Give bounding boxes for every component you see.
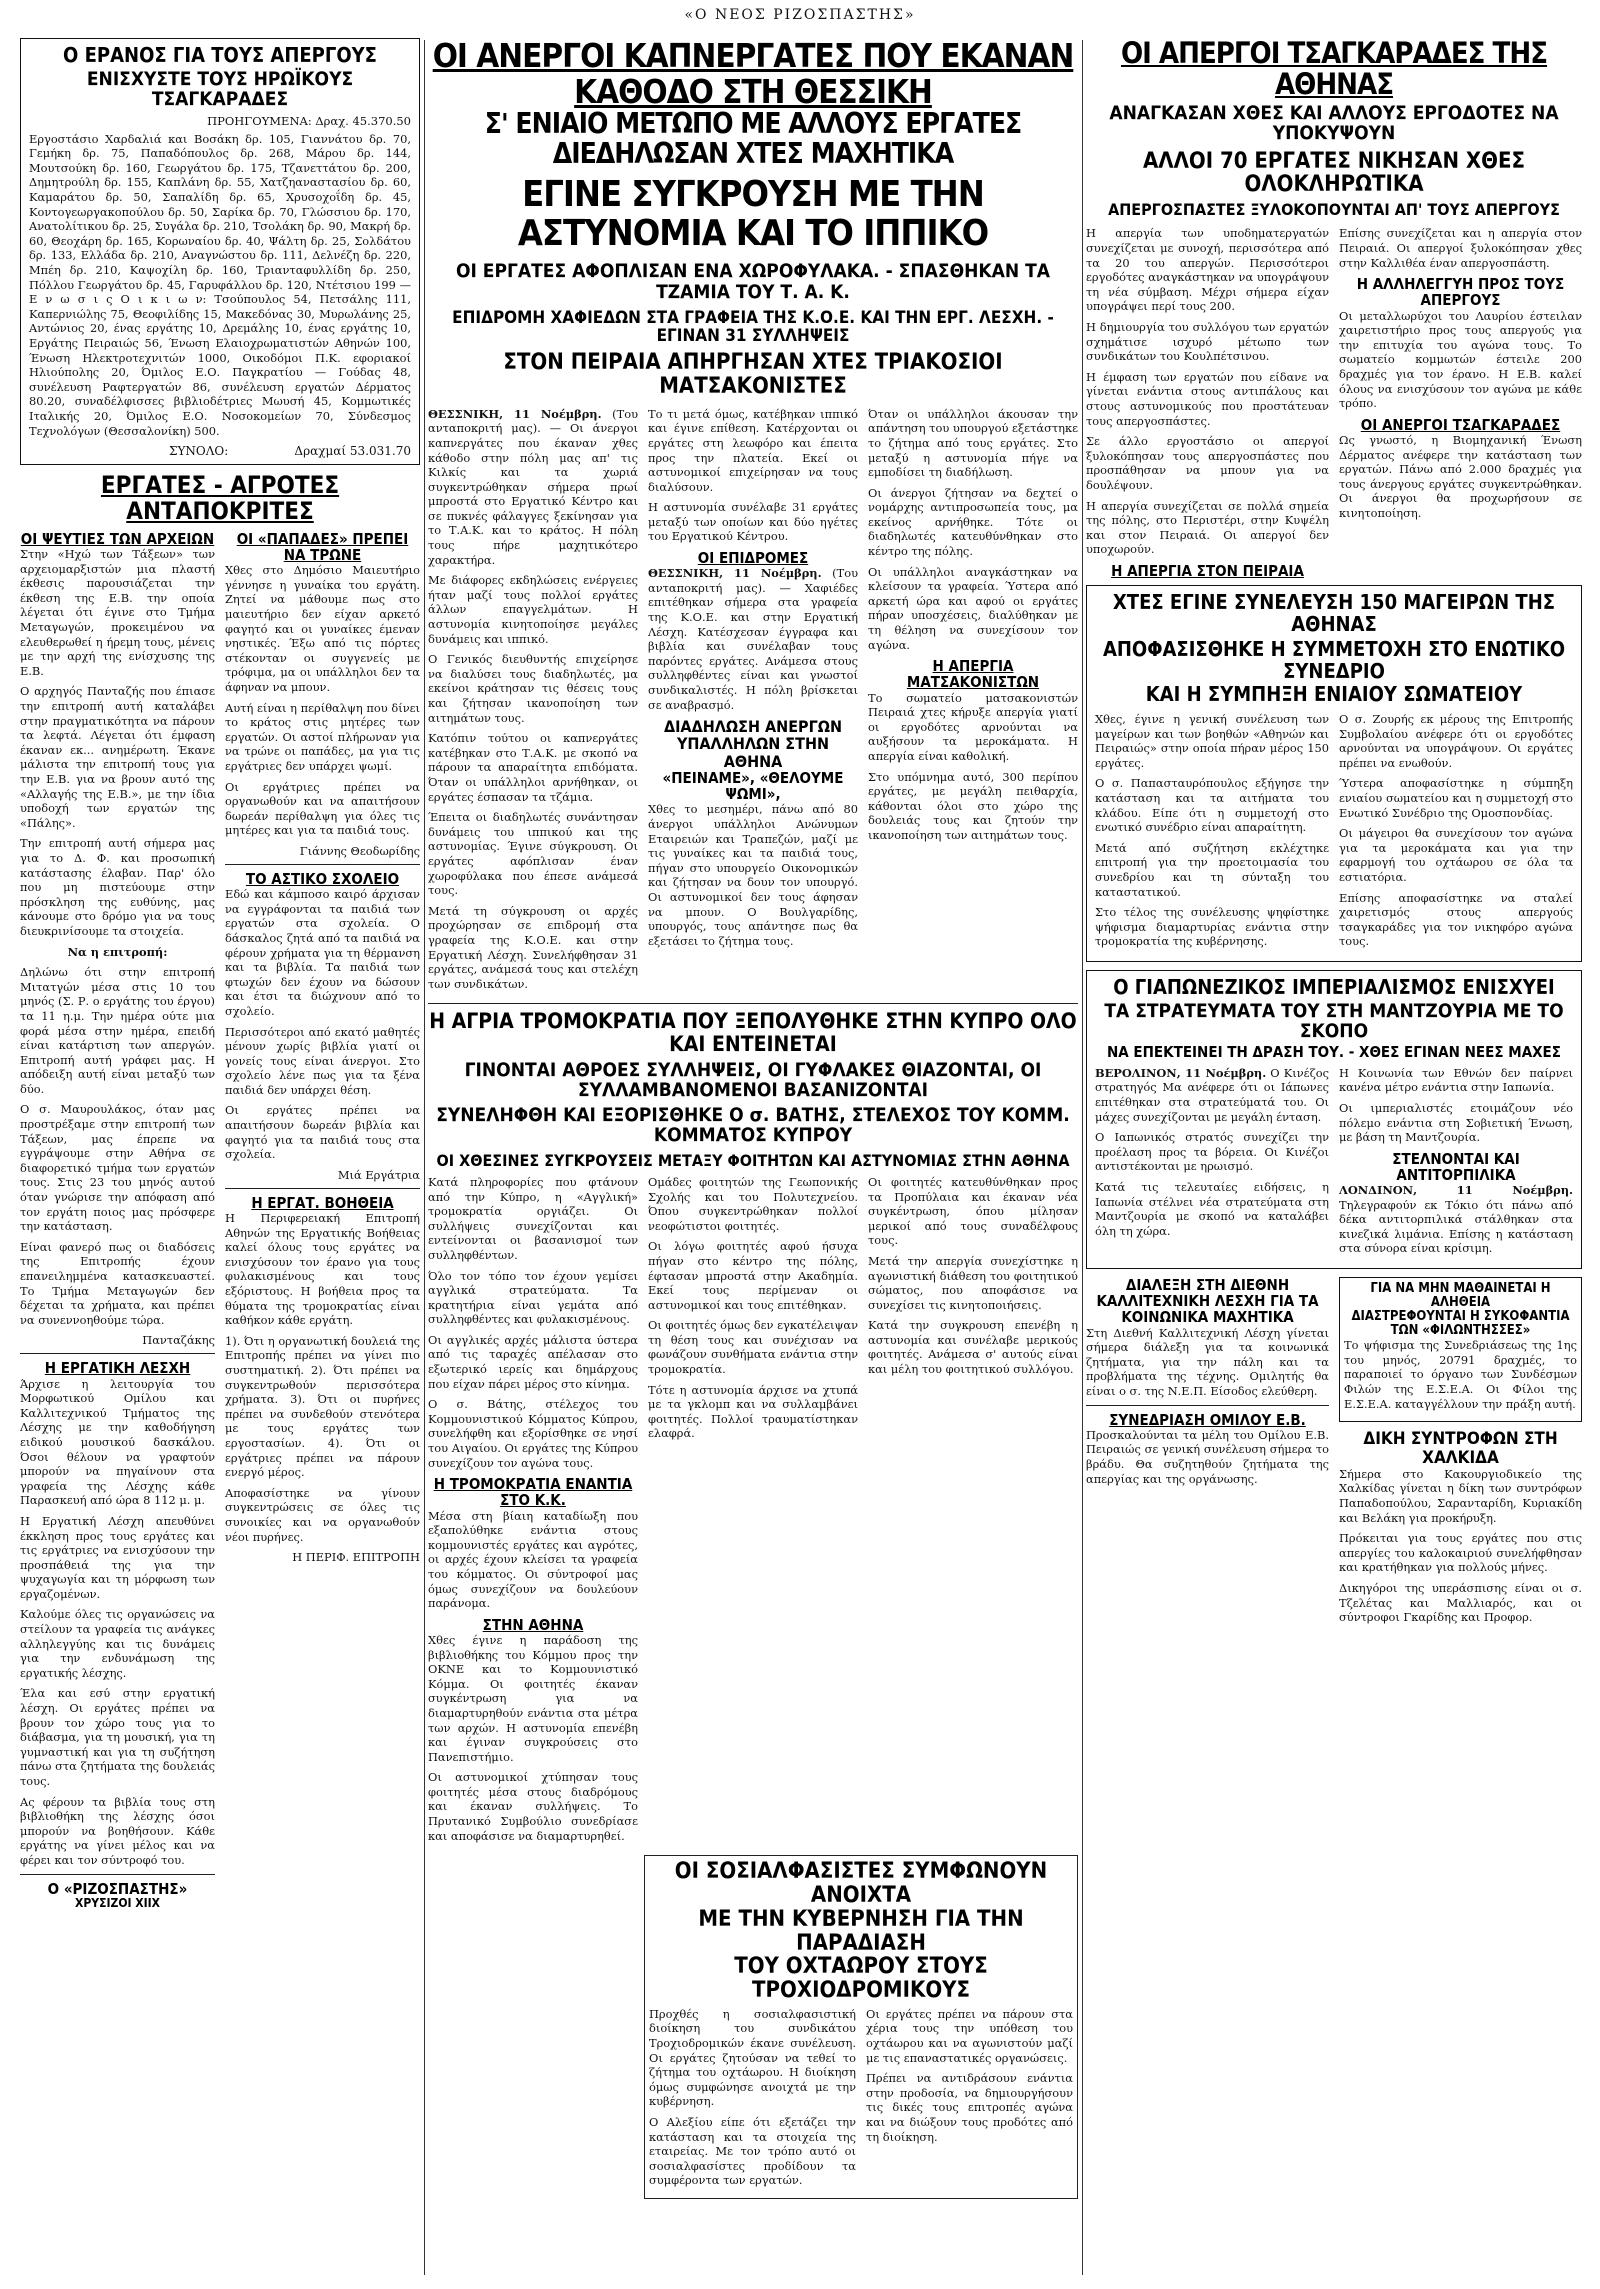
article-paragraph: Ως γνωστό, η Βιομηχανική Ένωση Δέρματος ανέφερε την κατάσταση των εργατών. Πάνω από 2.000 δραχμές για τους άνεργους εργάτες συγκεντρώθηκαν. Οι άνεργοι θα προχωρήσουν σε κινητοποίηση.: [1339, 432, 1582, 520]
japan-headline-2: ΤΑ ΣΤΡΑΤΕΥΜΑΤΑ ΤΟΥ ΣΤΗ ΜΑΝΤΖΟΥΡΙΑ ΜΕ ΤΟ ΣΚΟΠΟ: [1104, 999, 1564, 1043]
article-paragraph: Ας φέρουν τα βιβλία τους στη βιβλιοθήκη της λέσχης όσοι μπορούν να βοηθήσουν. Κάθε εργάτης να γίνει μέλος και να φέρει και τον σύντροφό του.: [20, 1794, 215, 1867]
article-paragraph: Μετά τη σύγκρουση οι αρχές προχώρησαν σε επιδρομή στα γραφεία της Κ.Ο.Ε. και στην Εργατική Λέσχη. Συνελήφθησαν 31 εργάτες, ανάμεσά τους και στελέχη των συνδικάτων.: [428, 903, 638, 991]
article-paragraph: Έλα και εσύ στην εργατική λέσχη. Οι εργάτες πρέπει να βρουν τον χώρο τους για το διάβασμα, για τη μουσική, για τη γυμναστική και για τη συζήτηση πάνω στα ζητήματα της δουλειάς τους.: [20, 1686, 215, 1788]
socialfascists-headline-2: ΜΕ ΤΗΝ ΚΥΒΕΡΝΗΣΗ ΓΙΑ ΤΗΝ ΠΑΡΑΔΙΑΣΗ: [698, 1906, 1024, 1956]
article-paragraph: Πρέπει να αντιδράσουν ενάντια στην προδοσία, να δημιουργήσουν τις δικές τους επιτροπές αγώνα και να διώξουν τους προδότες από τη διοίκηση.: [866, 2071, 1073, 2144]
article-paragraph: Οι αστυνομικοί χτύπησαν τους φοιτητές μέσα στους διαδρόμους και έκαναν συλλήψεις. Το Πρυτανικό Συμβούλιο συνεδρίασε και αποφάσισε να διαμαρτυρηθεί.: [428, 1770, 638, 1843]
article-paragraph: Η απεργία των υποδηματεργατών συνεχίζεται με συνοχή, περισσότερα από τα 20 του απεργών. Περισσότεροι εργοδότες αναγκάστηκαν να υπογράψουν τη νέα σύμβαση. Μέχρι σήμερα είχαν υπογράψει περί τους 200.: [1086, 226, 1329, 314]
article-paragraph: Οι εργάτριες πρέπει να οργανωθούν και να απαιτήσουν δωρεάν περίθαλψη για όλες τις μητέρες και για τα παιδιά τους.: [225, 779, 420, 838]
article-paragraph: Καλούμε όλες τις οργανώσεις να στείλουν τα γραφεία τις ανάγκες αλληλεγγύης και τις δυνάμεις για την ενδυνάμωση της εργατικής λέσχης.: [20, 1607, 215, 1680]
eranos-prev-value: Δραχ. 45.370.50: [315, 113, 411, 128]
shoemakers-headline-1: ΟΙ ΑΠΕΡΓΟΙ ΤΣΑΓΚΑΡΑΔΕΣ ΤΗΣ ΑΘΗΝΑΣ: [1120, 38, 1548, 102]
ergatiki-title: Η ΕΡΓΑΤΙΚΗ ΛΕΣΧΗ: [44, 1359, 191, 1378]
article-paragraph: Να η επιτροπή:: [67, 944, 168, 959]
alithia-title: ΓΙΑ ΝΑ ΜΗΝ ΜΑΘΑΙΝΕΤΑΙ Η ΑΛΗΘΕΙΑ: [1370, 1281, 1551, 1311]
article-paragraph: Σήμερα στο Κακουργιοδικείο της Χαλκίδας γίνεται η δίκη των συντρόφων Παπαδοπούλου, Σαρανταρίδη, Κυριακίδη και Βελάκη για προκήρυξη.: [1339, 1466, 1582, 1525]
column-left: [20, 38, 420, 2275]
article-paragraph: Στην «Ηχώ των Τάξεων» των αρχειομαρξιστών μια πλαστή έκθεσις παρουσιάζεται την έκθεση της Ε.Β. την οποία λέγεται ότι έγινε στο Τμήμα Μεταγωγών, προκειμένου να ελευθερωθεί η ήρεμη τους, μένεις με την αρχή της ενίσχυσης της Ε.Β.: [20, 547, 215, 678]
article-paragraph: Ύστερα αποφασίστηκε η σύμπηξη ενιαίου σωματείου και η συμμετοχή στο Ενωτικό Συνέδριο της Ομοσπονδίας.: [1339, 776, 1573, 820]
column-right: [1086, 38, 1582, 2275]
article-paragraph: Πρόκειται για τους εργάτες που στις απεργίες του καλοκαιριού συνελήφθησαν και κρατήθηκαν για πολλούς μήνες.: [1339, 1531, 1582, 1575]
article-paragraph: Η έμφαση των εργατών που είδανε να γίνεται ενάντια στους αντιπάλους και στους αστυνομικούς που προστάτευαν τους απεργοσπάστες.: [1086, 369, 1329, 428]
article-paragraph: Επίσης συνεχίζεται και η απεργία στον Πειραιά. Οι απεργοί ξυλοκόπησαν χθες στην Καλλιθέα έναν απεργοσπάστη.: [1339, 226, 1582, 270]
article-paragraph: Επίσης αποφασίστηκε να σταλεί χαιρετισμός στους απεργούς τσαγκαράδες για τον νικηφόρο αγώνα τους.: [1339, 890, 1573, 949]
article-paragraph: Οι λόγω φοιτητές αφού ήσυχα πήγαν στο κέντρο της πόλης, έφτασαν μπροστά στην Ακαδημία. Εκεί τους περίμεναν οι αστυνομικοί και τους επιτέθηκαν.: [648, 1239, 858, 1312]
article-paragraph: Χθες στο Δημόσιο Μαιευτήριο γέννησε η γυναίκα του εργάτη. Ζητεί να μάθουμε πως στο μαιευτήριο δεν είχαν αρκετό φαγητό και οι γυναίκες έμεναν νηστικές. Έξω από τις πόρτες στέκονταν οι συγγενείς με τρόφιμα, μα οι υπάλληλοι δεν τα άφηναν να μπουν.: [225, 563, 420, 695]
cyprus-headline-3: ΣΥΝΕΛΗΦΘΗ ΚΑΙ ΕΞΟΡΙΣΘΗΚΕ Ο σ. ΒΑΤΗΣ, ΣΤΕΛΕΧΟΣ ΤΟΥ ΚΟΜΜ. ΚΟΜΜΑΤΟΣ ΚΥΠΡΟΥ: [436, 1103, 1070, 1147]
article-paragraph: Κατά τις τελευταίες ειδήσεις, η Ιαπωνία στέλνει νέα στρατεύματα στη Μαντζουρία με σκοπό να καταλάβει όλη τη χώρα.: [1095, 1179, 1329, 1238]
article-paragraph: Εδώ και κάμποσο καιρό άρχισαν να εγγράφονται τα παιδιά των εργατών στα σχολεία. Ο δάσκαλος ζητά από τα παιδιά να φέρουν χρήματα για τη θέρμανση και τα βιβλία. Τα παιδιά των φτωχών δεν έχουν να δώσουν και έτσι τα διώχνουν από το σχολείο.: [225, 887, 420, 1018]
main-headline-3: ΕΓΙΝΕ ΣΥΓΚΡΟΥΣΗ ΜΕ ΤΗΝ ΑΣΤΥΝΟΜΙΑ ΚΑΙ ΤΟ ΙΠΠΙΚΟ: [517, 173, 989, 254]
article-paragraph: Οι εργάτες πρέπει να απαιτήσουν δωρεάν βιβλία και φαγητό για τα παιδιά τους στα σχολεία.: [225, 1103, 420, 1162]
rizospastis-subtitle: ΧΡΥΣΙΖΟΙ ΧΙΙΧ: [75, 1895, 160, 1910]
article-paragraph: Χθες, έγινε η γενική συνέλευση των μαγείρων και των βοηθών «Αθηνών και Πειραιώς» στην οποία πήραν μέρος 150 εργάτες.: [1095, 712, 1329, 770]
article-paragraph: Χθες έγινε η παράδοση της βιβλιοθήκης του Κόμμου προς την ΟΚΝΕ και το Κομμουνιστικό Κόμμα. Οι φοιτητές έκαναν συγκέντρωση για να διαμαρτυρηθούν ενάντια στα μέτρα των αρχών. Η αστυνομία επενέβη και έγιναν συγκρούσεις στο Πανεπιστήμιο.: [428, 1632, 638, 1764]
article-paragraph: Ο σ. Μαυρουλάκος, όταν μας προστρέξαμε στην επιτροπή των Τάξεων, μας έπρεπε να εγγράψουμε στην Αθήνα σε διαφορετικό τμήμα των εργατών τους. Στις 23 του μηνός αυτού όταν γνώρισε την απόφαση από τον εργάτη ποιος μας πρόσφερε την κατάσταση.: [20, 1102, 215, 1234]
eranos-prev-label: ΠΡΟΗΓΟΥΜΕΝΑ:: [207, 113, 312, 128]
japan-headline-1: Ο ΓΙΑΠΩΝΕΖΙΚΟΣ ΙΜΠΕΡΙΑΛΙΣΜΟΣ ΕΝΙΣΧΥΕΙ: [1113, 974, 1555, 999]
section-title-correspondents: ΕΡΓΑΤΕΣ - ΑΓΡΟΤΕΣ ΑΝΤΑΠΟΚΡΙΤΕΣ: [100, 471, 340, 525]
article-paragraph: Οι φοιτητές όμως δεν εγκατέλειψαν τη θέση τους και συνέχισαν να φωνάζουν συνθήματα ενάντια στην τρομοκρατία.: [648, 1318, 858, 1377]
eranos-subtitle: ΕΝΙΣΧΥΣΤΕ ΤΟΥΣ ΗΡΩΪΚΟΥΣ ΤΣΑΓΚΑΡΑΔΕΣ: [86, 67, 354, 111]
athina-title: ΣΤΗΝ ΑΘΗΝΑ: [482, 1615, 584, 1634]
socialfascists-headline-3: ΤΟΥ ΟΧΤΑΩΡΟΥ ΣΤΟΥΣ ΤΡΟΧΙΟΔΡΟΜΙΚΟΥΣ: [734, 1954, 988, 2004]
truth-box: [1339, 1277, 1582, 1422]
synedriasi-title: ΣΥΝΕΔΡΙΑΣΗ ΟΜΙΛΟΥ Ε.Β.: [1109, 1410, 1306, 1429]
article-paragraph: Το τι μετά όμως, κατέβηκαν ιππικό και έγινε επίθεση. Κατέρχονται οι εργάτες στη λεωφόρο και έπειτα προς την πλατεία. Εκεί οι αστυνομικοί επιχείρησαν να τους διαλύσουν.: [648, 406, 858, 494]
column-center: [428, 38, 1078, 2275]
cooks-headline-1: ΧΤΕΣ ΕΓΙΝΕ ΣΥΝΕΛΕΥΣΗ 150 ΜΑΓΕΙΡΩΝ ΤΗΣ ΑΘΗΝΑΣ: [1112, 590, 1556, 636]
article-paragraph: Τότε η αστυνομία άρχισε να χτυπά με τα γκλομπ και να συλλαμβάνει φοιτητές. Πολλοί τραυματίστηκαν ελαφρά.: [648, 1382, 858, 1441]
cyprus-headline-4: ΟΙ ΧΘΕΣΙΝΕΣ ΣΥΓΚΡΟΥΣΕΙΣ ΜΕΤΑΞΥ ΦΟΙΤΗΤΩΝ ΚΑΙ ΑΣΤΥΝΟΜΙΑΣ ΣΤΗΝ ΑΘΗΝΑ: [436, 1150, 1070, 1170]
article-paragraph: Στη Διεθνή Καλλιτεχνική Λέσχη γίνεται σήμερα διάλεξη για τα κοινωνικά ζητήματα, για την πάλη και τα προβλήματα της τέχνης. Ομιλητής θα είναι ο σ. της Ν.Ε.Π. Είσοδος ελεύθερη.: [1086, 1325, 1329, 1399]
article-paragraph: Κατά την συγκρουση επενέβη η αστυνομία και συνέλαβε μερικούς φοιτητές. Ανάμεσα σ' αυτούς είναι και μέλη του φοιτητικού συλλόγου.: [868, 1318, 1078, 1377]
article-paragraph: Την επιτροπή αυτή σήμερα μας για το Δ. Φ. και προσωπική κατάστασης έλαβαν. Παρ' όλο που μη πιστεύουμε στην πρόσκληση της ευθύνης, μας κάνουμε στο δρόμο για να τους διευκρινίσουμε τα στοιχεία.: [20, 836, 215, 938]
allilegyi-title: Η ΑΛΛΗΛΕΓΓΥΗ ΠΡΟΣ ΤΟΥΣ ΑΠΕΡΓΟΥΣ: [1356, 275, 1565, 310]
shoemakers-headline-2: ΑΝΑΓΚΑΣΑΝ ΧΘΕΣ ΚΑΙ ΑΛΛΟΥΣ ΕΡΓΟΔΟΤΕΣ ΝΑ ΥΠΟΚΥΨΟΥΝ: [1109, 101, 1559, 145]
socialfascists-headline-1: ΟΙ ΣΟΣΙΑΛΦΑΣΙΣΤΕΣ ΣΥΜΦΩΝΟΥΝ ΑΝΟΙΧΤΑ: [674, 1859, 1048, 1909]
eranos-box: [20, 38, 420, 465]
article-paragraph: Μετά την απεργία συνεχίστηκε η αγωνιστική διάθεση του φοιτητικού σώματος, που αποφάσισε να συνεχίσει τις κινητοποιήσεις.: [868, 1253, 1078, 1312]
article-paragraph: Δηλώνω ότι στην επιτροπή Μιτατγών μέσα στις 10 του μηνός (Σ. Ρ. ο εργάτης του έργου) τα 11 η.μ. Την ημέρα ούτε μια φορά μέσα στην ημέρα, επειδή είναι κατάρτιση των απεργών. Επιτροπή αυτή γράφει μας. Η απόδειξη αυτή είναι μεταξύ των δύο.: [20, 965, 215, 1096]
article-paragraph: Έπειτα οι διαδηλωτές συνάντησαν δυνάμεις του ιππικού και της αστυνομίας. Έγινε σύγκρουση. Οι εργάτες αφόπλισαν έναν χωροφύλακα που έπεσε ανάμεσά τους.: [428, 810, 638, 898]
main-subhead-3: ΣΤΟΝ ΠΕΙΡΑΙΑ ΑΠΗΡΓΗΣΑΝ ΧΤΕΣ ΤΡΙΑΚΟΣΙΟΙ ΜΑΤΣΑΚΟΝΙΣΤΕΣ: [503, 350, 1003, 399]
article-paragraph: Ο Αλεξίου είπε ότι εξετάζει την κατάσταση και τα στοιχεία της εταιρείας. Με τον τρόπο αυτό οι σοσιαλφασίστες προδίδουν τα συμφέροντα των εργατών.: [649, 2114, 856, 2188]
article-paragraph: Όταν οι υπάλληλοι άκουσαν την απάντηση του υπουργού εξετάστηκε το ζήτημα από τους εργάτες. Στο μεταξύ η αστυνομία πήγε να εμποδίσει τη διαδήλωση.: [868, 406, 1078, 480]
article-paragraph: Η απεργία συνεχίζεται σε πολλά σημεία της πόλης, στο Περιστέρι, στην Κυψέλη και στον Πειραιά. Οι απεργοί δεν υποχωρούν.: [1086, 498, 1329, 557]
diadiloseis-title: ΔΙΑΔΗΛΩΣΗ ΑΝΕΡΓΩΝ ΥΠΑΛΛΗΛΩΝ ΣΤΗΝ ΑΘΗΝΑ: [663, 717, 843, 771]
article-signature: Πανταζάκης: [142, 1333, 215, 1348]
article-paragraph: Ομάδες φοιτητών της Γεωπονικής Σχολής και του Πολυτεχνείου. Όπου συγκεντρώθηκαν πολλοί νεοφώτιστοι φοιτητές.: [648, 1174, 858, 1233]
diki-title: ΔΙΚΗ ΣΥΝΤΡΟΦΩΝ ΣΤΗ ΧΑΛΚΙΔΑ: [1363, 1429, 1558, 1468]
psyties-title: ΟΙ ΨΕΥΤΙΕΣ ΤΩΝ ΑΡΧΕΙΩΝ: [20, 529, 215, 548]
dateline: ΒΕΡΟΛΙΝΟΝ, 11 Νοέμβρη.: [1095, 1065, 1267, 1080]
article-paragraph: Η Εργατική Λέσχη απευθύνει έκκληση προς τους εργάτες και τις εργάτριες να ενισχύσουν την προσπάθειά της για την ψυχαγωγία και τη μόρφωση των εργαζομένων.: [20, 1513, 215, 1601]
article-paragraph: Στο υπόμνημα αυτό, 300 περίπου εργάτες, με μεγάλη πειθαρχία, κάθονται όλοι στο χώρο της δουλειάς τους και ζητούν την ικανοποίηση των αιτημάτων τους.: [868, 769, 1078, 842]
column-divider: [424, 40, 425, 2275]
article-paragraph: Στο τέλος της συνέλευσης ψηφίστηκε ψήφισμα διαμαρτυρίας ενάντια στην τρομοκρατία της κυβέρνησης.: [1095, 905, 1329, 949]
main-headline-2: Σ' ΕΝΙΑΙΟ ΜΕΤΩΠΟ ΜΕ ΑΛΛΟΥΣ ΕΡΓΑΤΕΣ ΔΙΕΔΗΛΩΣΑΝ ΧΤΕΣ ΜΑΧΗΤΙΚΑ: [484, 107, 1022, 171]
column-divider: [1082, 40, 1083, 2275]
japan-box: [1086, 970, 1582, 1269]
shoemakers-headline-3: ΑΛΛΟΙ 70 ΕΡΓΑΤΕΣ ΝΙΚΗΣΑΝ ΧΘΕΣ ΟΛΟΚΛΗΡΩΤΙΚΑ: [1142, 148, 1526, 198]
article-paragraph: Όλο τον τόπο τον έχουν γεμίσει αγγλικά στρατεύματα. Τα κρατητήρια είναι γεμάτα από συλληφθέντες και φυλακισμένους.: [428, 1268, 638, 1327]
eranos-total-value: Δραχμαί 53.031.70: [294, 444, 411, 459]
main-subhead-1: ΟΙ ΕΡΓΑΤΕΣ ΑΦΟΠΛΙΣΑΝ ΕΝΑ ΧΩΡΟΦΥΛΑΚΑ. - ΣΠΑΣΘΗΚΑΝ ΤΑ ΤΖΑΜΙΑ ΤΟΥ Τ. Α. Κ.: [455, 260, 1051, 303]
japan-headline-3: ΝΑ ΕΠΕΚΤΕΙΝΕΙ ΤΗ ΔΡΑΣΗ ΤΟΥ. - ΧΘΕΣ ΕΓΙΝΑΝ ΝΕΕΣ ΜΑΧΕΣ: [1106, 1042, 1561, 1061]
article-paragraph: Χθες το μεσημέρι, πάνω από 80 άνεργοι υπάλληλοι Ανώνυμων Εταιρειών και Τραπεζών, μαζί με τις γυναίκες και τα παιδιά τους, πήγαν στο υπουργείο Οικονομικών και ζήτησαν να δουν τον υπουργό. Οι αστυνομικοί δεν τους άφησαν να μπουν. Ο Βουλγαρίδης, υπουργός, τους απάντησε πως θα εξετάσει το ζήτημα τους.: [648, 802, 858, 948]
article-signature: Μιά Εργάτρια: [337, 1167, 420, 1182]
article-paragraph: Οι υπάλληλοι αναγκάστηκαν να κλείσουν τα γραφεία. Ύστερα από αρκετή ώρα και αφού οι εργάτες πήραν υποσχέσεις, διαλύθηκαν με τη θέληση να συνεχίσουν τον αγώνα.: [868, 564, 1078, 652]
article-paragraph: Ο σ. Ζουρής εκ μέρους της Επιτροπής Συμβολαίου ανέφερε ότι οι εργοδότες αρνούνται να υπογράψουν. Οι εργάτες πρέπει να ενωθούν.: [1339, 712, 1573, 770]
article-paragraph: Η δημιουργία του συλλόγου των εργατών σχημάτισε ισχυρό μέτωπο των συνδικάτων του Κουλπέτσινου.: [1086, 319, 1329, 364]
eranos-body: Εργοστάσιο Χαρδαλιά και Βοσάκη δρ. 105, Γιαννάτου δρ. 70, Γεμήκη δρ. 75, Παπαδόπουλος δρ. 268, Μάρου δρ. 144, Μουτσούκη δρ. 160, Γεωργάτου δρ. 175, Τζανεττάτου δρ. 200, Δημητρούλη δρ. 155, Καπλάνη δρ. 55, Χατζηαναστασίου δρ. 60, Καμαράτου δρ. 50, Σαπαλίδη δρ. 65, Χρυσοχοΐδη δρ. 45, Κοντογεωργακοπούλου δρ. 50, Σαρίκα δρ. 70, Γλώσσιου δρ. 170, Ανατολίτικου δρ. 25, Συγάλα δρ. 210, Τσολάκη δρ. 90, Μακρή δρ. 60, Θεοχάρη δρ. 165, Κορωναίου δρ. 40, Ψάλτη δρ. 25, Σολδάτου δρ. 133, Ελλάδα δρ. 210, Αναγνώστου δρ. 111, Δελνέζη δρ. 220, Μπέη δρ. 210, Καψοχίλη δρ. 160, Τριανταφυλλίδη δρ. 250, Πόλλου Γεωργάτου δρ. 45, Γαρυφάλλου δρ. 120, Ντέτσιου 199 — Ε ν ω σ ι ς Ο ι κ ι ω ν: Τσούπουλος 54, Πετσάλης 111, Καπερνιώλης 75, Θεοφιλίδης 15, Μακεδόνας 30, Μυρωλάνης 25, Αντώνιος 20, ένας εργάτης 10, Δρεμάλης 10, ένας εργάτης 10, Εργάτης Πειραιώς 56, Ένωση Ελαιοχρωματιστών Αθηνών 100, Ένωση Ηλεκτροτεχνιτών 1000, Οικοδόμοι Π.Κ. εφοριακοί Ηλιούπολης 20, Όμιλος Ε.Ο. Παγκρατίου — Γούδας 48, συνέλευση Ραφτεργατών 86, συνέλευση εργατών Δέρματος 80.20, συναδέλφισσες βιβλιοδέτριες Μωυσή 45, Κομμωτικές Ιταλικής 20, Όμιλος Ε.Ο. Νοσοκομείων 70, Σύνδεσμος Τεχνολόγων (Θεσσαλονίκη) 500.: [29, 131, 411, 438]
diadiloseis-subtitle: «ΠΕΙΝΑΜΕ», «ΘΕΛΟΥΜΕ ΨΩΜΙ»,: [662, 768, 844, 804]
dateline: ΛΟΝΔΙΝΟΝ, 11 Νοέμβρη.: [1339, 1183, 1573, 1198]
article-paragraph: Οι άνεργοι ζήτησαν να δεχτεί ο νομάρχης αντιπροσωπεία τους, μα εκείνος αρνήθηκε. Τότε οι διαδηλωτές κατευθύνθηκαν στο κέντρο της πόλης.: [868, 485, 1078, 559]
article-paragraph: Άρχισε η λειτουργία του Μορφωτικού Ομίλου και Καλλιτεχνικού Τμήματος της Λέσχης με την καθοδήγηση ειδικού μουσικού δασκάλου. Όσοι θέλουν να γραφτούν μπορούν να πηγαίνουν στα γραφεία της Λέσχης κάθε Παρασκευή από ώρα 8 112 μ. μ.: [20, 1376, 215, 1508]
article-paragraph: Η Περιφερειακή Επιτροπή Αθηνών της Εργατικής Βοήθειας καλεί όλους τους εργάτες να ενισχύσουν τον έρανο για τους φυλακισμένους και τους εξόριστους. Η βοήθεια προς τα θύματα της τρομοκρατίας είναι καθήκον κάθε εργάτη.: [225, 1211, 420, 1328]
shoemakers-headline-4: ΑΠΕΡΓΟΣΠΑΣΤΕΣ ΞΥΛΟΚΟΠΟΥΝΤΑΙ ΑΠ' ΤΟΥΣ ΑΠΕΡΓΟΥΣ: [1108, 200, 1560, 220]
article-paragraph: Με διάφορες εκδηλώσεις ενέργειες ήταν μαζί τους πολλοί εργάτες άλλων επαγγελμάτων. Η αστυνομία κινητοποίησε μεγάλες δυνάμεις και ιππικό.: [428, 573, 638, 646]
article-paragraph: Το ψήφισμα της Συνεδριάσεως της 1ης του μηνός, 20791 δραχμές, το παραποιεί το όργανο των Συνδέσμων Φιλών της Ε.Σ.Ε.Α. Οι Φίλοι της Ε.Σ.Ε.Α. καταγγέλλουν την πράξη αυτή.: [1344, 1338, 1577, 1411]
main-headline-1: ΟΙ ΑΝΕΡΓΟΙ ΚΑΠΝΕΡΓΑΤΕΣ ΠΟΥ ΕΚΑΝΑΝ ΚΑΘΟΔΟ ΣΤΗ ΘΕΣΣΙΚΗ: [432, 38, 1074, 111]
anergoi-title: ΟΙ ΑΝΕΡΓΟΙ ΤΣΑΓΚΑΡΑΔΕΣ: [1360, 415, 1561, 434]
stelnontai-title: ΣΤΕΛΝΟΝΤΑΙ ΚΑΙ ΑΝΤΙΤΟΡΠΙΛΙΚΑ: [1392, 1149, 1520, 1184]
cyprus-headline-1: Η ΑΓΡΙΑ ΤΡΟΜΟΚΡΑΤΙΑ ΠΟΥ ΞΕΠΟΛΥΘΗΚΕ ΣΤΗΝ ΚΥΠΡΟ ΟΛΟ ΚΑΙ ΕΝΤΕΙΝΕΤΑΙ: [429, 1009, 1077, 1056]
matsakonistes-title: Η ΑΠΕΡΓΙΑ ΜΑΤΣΑΚΟΝΙΣΤΩΝ: [906, 657, 1040, 692]
cyprus-headline-2: ΓΙΝΟΝΤΑΙ ΑΘΡΟΕΣ ΣΥΛΛΗΨΕΙΣ, ΟΙ ΓΥΦΛΑΚΕΣ ΘΙΑΖΟΝΤΑΙ, ΟΙ ΣΥΛΛΑΜΒΑΝΟΜΕΝΟΙ ΒΑΣΑΝΙΖΟΝΤΑΙ: [464, 1058, 1042, 1102]
epidromes-title: ΟΙ ΕΠΙΔΡΟΜΕΣ: [697, 549, 809, 568]
article-paragraph: Προχθές η σοσιαλφασιστική διοίκηση του συνδικάτου Τροχιοδρομικών έκανε συνέλευση. Οι εργάτες ζητούσαν να τεθεί το ζήτημα του οχτάωρου. Η διοίκηση όμως συμφώνησε ανοιχτά με την κυβέρνηση.: [649, 2006, 856, 2109]
article-paragraph: Ο αρχηγός Πανταζής που έπιασε την επιτροπή αυτή καταλάβει στην πραγματικότητα να πάρουν τα λεφτά. Λέγεται ότι έμφαση έκαναν εκ... ανημέρωτη. Έκανε μάλιστα την επιτροπή τους για την Ε.Β. για να βρουν αυτό της «Αλλαγής της Ε.Β.», με την ίδια υποδοχή των εργατών της «Πάλης».: [20, 684, 215, 830]
cooks-headline-3: ΚΑΙ Η ΣΥΜΠΗΞΗ ΕΝΙΑΙΟΥ ΣΩΜΑΤΕΙΟΥ: [1145, 682, 1523, 707]
article-paragraph: Ο σ. Βάτης, στέλεχος του Κομμουνιστικού Κόμματος Κύπρου, συνελήφθη και εξορίσθηκε σε νησί του Αιγαίου. Οι εργάτες της Κύπρου συνεχίζουν τον αγώνα τους.: [428, 1397, 638, 1470]
main-subhead-2: ΕΠΙΔΡΟΜΗ ΧΑΦΙΕΔΩΝ ΣΤΑ ΓΡΑΦΕΙΑ ΤΗΣ Κ.Ο.Ε. ΚΑΙ ΤΗΝ ΕΡΓ. ΛΕΣΧΗ. - ΕΓΙΝΑΝ 31 ΣΥΛΛΗΨΕΙΣ: [452, 307, 1054, 346]
article-paragraph: Προσκαλούνται τα μέλη του Ομίλου Ε.Β. Πειραιώς σε γενική συνέλευση σήμερα το βράδυ. Θα συζητηθούν ζητήματα της απεργίας και της οργάνωσης.: [1086, 1427, 1329, 1486]
dialexi-title: ΔΙΑΛΕΞΗ ΣΤΗ ΔΙΕΘΝΗ ΚΑΛΛΙΤΕΧΝΙΚΗ ΛΕΣΧΗ ΓΙΑ ΤΑ ΚΟΙΝΩΝΙΚΑ ΜΑΧΗΤΙΚΑ: [1096, 1276, 1319, 1327]
column-right-sub-title: ΟΙ «ΠΑΠΑΔΕΣ» ΠΡΕΠΕΙ ΝΑ ΤΡΩΝΕ: [236, 529, 409, 565]
article-paragraph: 1). Ότι η οργανωτική δουλειά της Επιτροπής πρέπει να γίνει πιο συστηματική. 2). Ότι πρέπει να συγκεντρωθούν περισσότερα χρήματα. 3). Ότι οι πυρήνες πρέπει να συνδεθούν στενότερα με τους εργάτες των εργοστασίων. 4). Ότι οι εργάτριες πρέπει να πάρουν ενεργό μέρος.: [225, 1333, 420, 1480]
article-paragraph: Ο Κινέζος στρατηγός Μα ανέφερε ότι οι Ιάπωνες επιτέθηκαν στα στρατεύματά του. Οι μάχες συνεχίζονται με μεγάλη ένταση.: [1095, 1065, 1329, 1124]
article-paragraph: Ο Ιαπωνικός στρατός συνεχίζει την προέλαση προς τα βόρεια. Οι Κινέζοι αντιστέκονται με ηρωισμό.: [1095, 1130, 1329, 1174]
article-paragraph: Αποφασίστηκε να γίνουν συγκεντρώσεις σε όλες τις συνοικίες και να οργανωθούν νέοι πυρήνες.: [225, 1485, 420, 1544]
article-paragraph: Οι μεταλλωρύχοι του Λαυρίου έστειλαν χαιρετιστήριο προς τους απεργούς για την επιτυχία του αγώνα τους. Το σωματείο κομμωτών έστειλε 200 δραχμές για τον έρανο. Η Ε.Β. καλεί όλους να ενισχύσουν τον αγώνα με κάθε τρόπο.: [1339, 308, 1582, 411]
article-paragraph: Οι εργάτες πρέπει να πάρουν στα χέρια τους την υπόθεση του οχτάωρου και να αγωνιστούν μαζί με τις επαναστατικές οργανώσεις.: [866, 2006, 1073, 2065]
article-paragraph: Είναι φανερό πως οι διαδόσεις της Επιτροπής έχουν επανειλημμένα κατασκευαστεί. Το Τμήμα Μεταγωγών δεν δέχεται τα χρήματα, και πρέπει να συνεννοηθούμε τώρα.: [20, 1239, 215, 1327]
article-signature: Η ΠΕΡΙΦ. ΕΠΙΤΡΟΠΗ: [292, 1550, 420, 1565]
article-paragraph: Ο σ. Παπασταυρόπουλος εξήγησε την κατάσταση και τα αιτήματα του κλάδου. Είπε ότι η συμμετοχή στο ενωτικό συνέδριο είναι απαραίτητη.: [1095, 776, 1329, 835]
article-paragraph: Σε άλλο εργοστάσιο οι απεργοί ξυλοκόπησαν τους απεργοσπάστες που προσπάθησαν να μπουν για να δουλέψουν.: [1086, 434, 1329, 492]
article-paragraph: Αυτή είναι η περίθαλψη που δίνει το κράτος στις μητέρες των εργατών. Οι αστοί πλήρωναν για να τρώνε οι παπάδες, μα για τις εργάτριες δεν υπάρχει ψωμί.: [225, 700, 420, 773]
cooks-headline-2: ΑΠΟΦΑΣΙΣΘΗΚΕ Η ΣΥΜΜΕΤΟΧΗ ΣΤΟ ΕΝΩΤΙΚΟ ΣΥΝΕΔΡΙΟ: [1102, 637, 1566, 683]
eranos-title: Ο ΕΡΑΝΟΣ ΓΙΑ ΤΟΥΣ ΑΠΕΡΓΟΥΣ: [63, 43, 377, 67]
column-right-sub-title: ΤΟ ΑΣΤΙΚΟ ΣΧΟΛΕΙΟ: [245, 869, 400, 888]
article-paragraph: Κατόπιν τούτου οι καπνεργάτες κατέβηκαν στο Τ.Α.Κ. με σκοπό να πάρουν τα απαραίτητα επιδόματα. Όταν οι υπάλληλοι αρνήθηκαν, οι εργάτες έσπασαν τα τζάμια.: [428, 731, 638, 804]
article-paragraph: (Του ανταποκριτή μας). — Οι άνεργοι καπνεργάτες που έκαναν χθες κάθοδο στην πόλη μας απ' τις Κιλκίς και τα χωριά συγκεντρώθηκαν σήμερα πρωί μπροστά στο Εργατικό Κέντρο και σε πυκνές φάλαγγες ξεκίνησαν για το Τ.Α.Κ. και το κράτος. Η πόλη τους πήρε μαχητικότερο χαρακτήρα.: [428, 406, 638, 567]
article-paragraph: Οι μάγειροι θα συνεχίσουν τον αγώνα για τα μεροκάματα και για την εφαρμογή του οχτάωρου σε όλα τα εστιατόρια.: [1339, 826, 1573, 884]
article-paragraph: (Του ανταποκριτή μας). — Χαφιέδες επιτέθηκαν σήμερα στα γραφεία της Κ.Ο.Ε. και στην Εργατική Λέσχη. Κατέσχεσαν έγγραφα και βιβλία και συνέλαβαν τους παρόντες εργάτες. Ανάμεσα στους συλληφθέντες είναι και γνωστοί συνδικαλιστές. Η πόλη βρίσκεται σε αναβρασμό.: [648, 566, 858, 712]
socialfascists-box: [644, 1855, 1078, 2199]
alithia-subtitle: ΔΙΑΣΤΡΕΦΟΥΝΤΑΙ Η ΣΥΚΟΦΑΝΤΙΑ ΤΩΝ «ΦΙΛΩΝΤΗΣΣΕΣ»: [1351, 1309, 1570, 1339]
article-paragraph: Περισσότεροι από εκατό μαθητές μένουν χωρίς βιβλία γιατί οι γονείς τους είναι άνεργοι. Στο σχολείο λένε πως για τα ξένα παιδιά δεν υπάρχει θέση.: [225, 1024, 420, 1097]
article-signature: Γιάννης Θεοδωρίδης: [299, 843, 420, 858]
column-right-sub-title: Η ΕΡΓΑΤ. ΒΟΗΘΕΙΑ: [251, 1193, 394, 1212]
article-paragraph: Το σωματείο ματσακονιστών Πειραιά χτες κήρυξε απεργία γιατί οι εργοδότες αρνούνται να αυξήσουν τα μεροκάματα. Η απεργία είναι καθολική.: [868, 690, 1078, 763]
article-paragraph: Η Κοινωνία των Εθνών δεν παίρνει κανένα μέτρο ενάντια στην Ιαπωνία.: [1339, 1065, 1573, 1095]
rizospastis-title: Ο «ΡΙΖΟΣΠΑΣΤΗΣ»: [47, 1879, 188, 1898]
article-paragraph: Οι ιμπεριαλιστές ετοιμάζουν νέο πόλεμο ενάντια στη Σοβιετική Ένωση, με βάση τη Μαντζουρία.: [1339, 1100, 1573, 1145]
dateline: ΘΕΣΣΝΙΚΗ, 11 Νοέμβρη.: [648, 566, 822, 581]
masthead: «Ο ΝΕΟΣ ΡΙΖΟΣΠΑΣΤΗΣ»: [684, 7, 916, 23]
article-paragraph: Μέσα στη βίαιη καταδίωξη που εξαπολύθηκε ενάντια στους κομμουνιστές εργάτες και αγρότες, οι αρχές έχουν κλείσει τα γραφεία του κόμματος. Οι σύντροφοί μας όμως συνεχίζουν να δουλεύουν παράνομα.: [428, 1508, 638, 1611]
eranos-total-label: ΣΥΝΟΛΟ:: [169, 444, 229, 459]
article-paragraph: Οι φοιτητές κατευθύνθηκαν προς τα Προπύλαια και έκαναν νέα συγκέντρωση, όπου μίλησαν μερικοί από τους συναδέλφους τους.: [868, 1174, 1078, 1248]
article-paragraph: Οι αγγλικές αρχές μάλιστα ύστερα από τις ταραχές απέλασαν στο εξωτερικό ιερείς και δημάρχους που είχαν πάρει μέρος στο κίνημα.: [428, 1332, 638, 1391]
cooks-box: [1086, 585, 1582, 962]
article-paragraph: Δικηγόροι της υπεράσπισης είναι οι σ. Τζελέτας και Μαλλιαρός, και οι σύντροφοι Γκαρίδης και Προφορ.: [1339, 1581, 1582, 1625]
article-paragraph: Ο Γενικός διευθυντής επιχείρησε να διαλύσει τους διαδηλωτές, μα εκείνοι κράτησαν τις θέσεις τους και ζήτησαν ικανοποίηση των αιτημάτων τους.: [428, 652, 638, 725]
dateline: ΘΕΣΣΝΙΚΗ, 11 Νοέμβρη.: [428, 406, 602, 421]
article-paragraph: Τηλεγραφούν εκ Τόκιο ότι πάνω από δέκα αντιτορπιλικά στάλθηκαν στα κινεζικά λιμάνια. Επίσης η κατάσταση στα σύνορα είναι κρίσιμη.: [1339, 1197, 1573, 1256]
peiraias-title: Η ΑΠΕΡΓΙΑ ΣΤΟΝ ΠΕΙΡΑΙΑ: [1111, 561, 1304, 580]
article-paragraph: Κατά πληροφορίες που φτάνουν από την Κύπρο, η «Αγγλική» τρομοκρατία οργιάζει. Οι συλλήψεις συνεχίζονται και εντείνονται οι βασανισμοί των συλληφθέντων.: [428, 1174, 638, 1262]
tromokratia-title: Η ΤΡΟΜΟΚΡΑΤΙΑ ΕΝΑΝΤΙΑ ΣΤΟ Κ.Κ.: [433, 1475, 633, 1510]
article-paragraph: Μετά από συζήτηση εκλέχτηκε επιτροπή για την προετοιμασία του συνεδρίου και τη σύνταξη του καταστατικού.: [1095, 840, 1329, 899]
article-paragraph: Η αστυνομία συνέλαβε 31 εργάτες μεταξύ των οποίων και δύο ηγέτες του Εργατικού Κέντρου.: [648, 500, 858, 544]
